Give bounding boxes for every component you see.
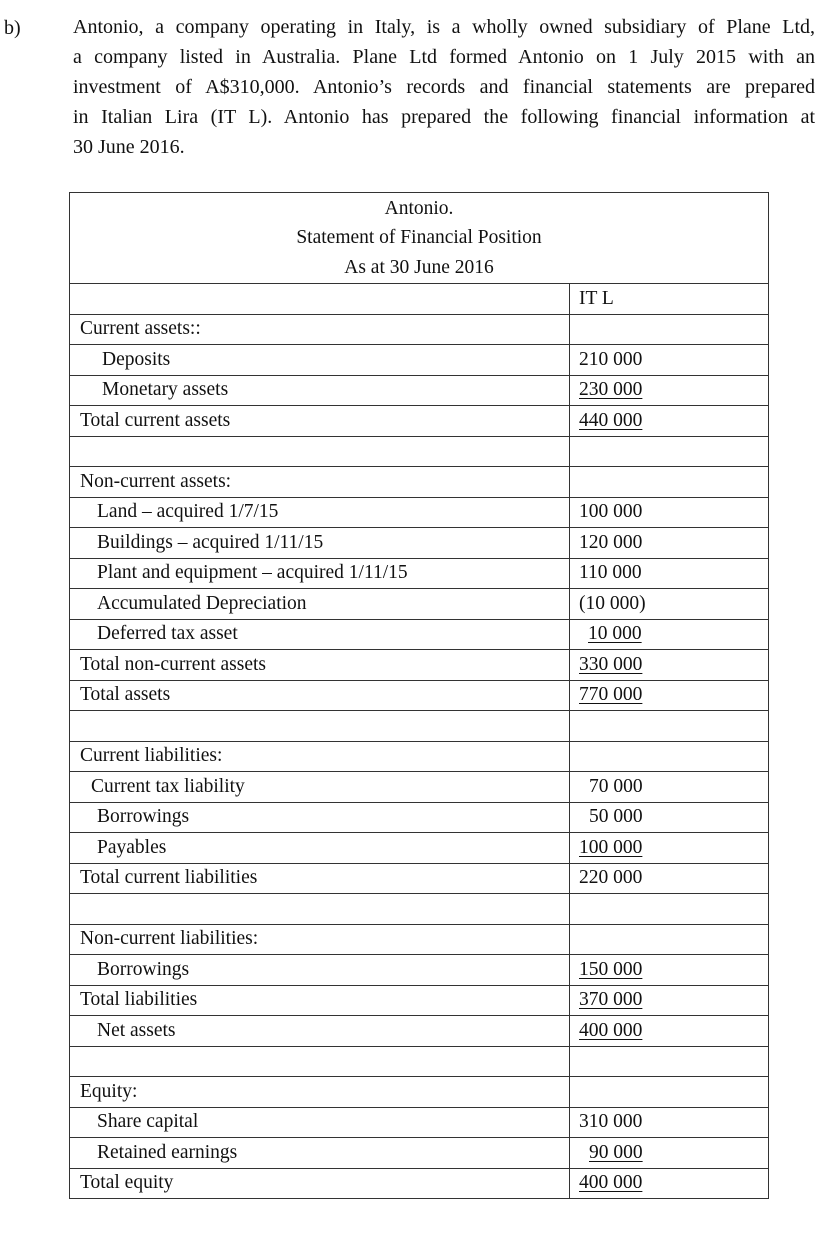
table-row (70, 406, 769, 437)
total-value: 400 000 (579, 1172, 643, 1194)
currency-header: IT L (570, 284, 769, 315)
line-item-value: (10 000) (570, 589, 769, 620)
total-value: 330 000 (579, 653, 643, 675)
total-label: Total assets (70, 680, 570, 711)
section-heading: Non-current liabilities: (70, 924, 570, 955)
line-item-label: Accumulated Depreciation (70, 589, 570, 620)
total-value: 370 000 (579, 989, 643, 1011)
table-row (70, 375, 769, 406)
total-value: 770 000 (579, 684, 643, 706)
table-row (70, 833, 769, 864)
table-row (70, 528, 769, 559)
line-item-value: 100 000 (579, 836, 643, 858)
line-item-label: Share capital (70, 1107, 570, 1138)
table-row (70, 1016, 769, 1047)
table-row (70, 436, 769, 467)
line-item-label: Current tax liability (70, 772, 570, 803)
line-item-value: 50 000 (589, 806, 643, 828)
total-value: 220 000 (570, 863, 769, 894)
line-item-label: Borrowings (70, 955, 570, 986)
line-item-label: Borrowings (70, 802, 570, 833)
table-row (70, 894, 769, 925)
section-heading: Current assets:: (70, 314, 570, 345)
statement-title: Statement of Financial Position (296, 227, 542, 249)
table-row (70, 1046, 769, 1077)
table-row (70, 284, 769, 315)
line-item-value: 230 000 (579, 379, 643, 401)
intro-line: Antonio, a company operating in Italy, is a wholly owned subsidiary of Plane Ltd, (73, 16, 815, 38)
table-row (70, 955, 769, 986)
table-row (70, 619, 769, 650)
intro-paragraph (73, 12, 815, 162)
line-item-label: Payables (70, 833, 570, 864)
table-row (70, 924, 769, 955)
line-item-value: 90 000 (589, 1141, 643, 1163)
section-heading: Equity: (70, 1077, 570, 1108)
table-row (70, 1168, 769, 1199)
total-value: 440 000 (579, 409, 643, 431)
table-row (70, 680, 769, 711)
table-row (70, 802, 769, 833)
line-item-label: Buildings – acquired 1/11/15 (70, 528, 570, 559)
table-row (70, 314, 769, 345)
line-item-value: 150 000 (579, 958, 643, 980)
statement-header (70, 193, 769, 284)
table-row (70, 589, 769, 620)
total-label: Total current assets (70, 406, 570, 437)
table-row (70, 1138, 769, 1169)
line-item-label: Retained earnings (70, 1138, 570, 1169)
intro-line: in Italian Lira (IT L). Antonio has prepared the following financial information at (73, 106, 815, 128)
section-heading: Non-current assets: (70, 467, 570, 498)
line-item-value: 110 000 (570, 558, 769, 589)
table-row (70, 985, 769, 1016)
line-item-label: Monetary assets (70, 375, 570, 406)
table-row (70, 345, 769, 376)
table-row (70, 467, 769, 498)
table-row (70, 558, 769, 589)
intro-line: a company listed in Australia. Plane Ltd formed Antonio on 1 July 2015 with an (73, 46, 815, 68)
table-row (70, 863, 769, 894)
total-label: Net assets (70, 1016, 570, 1047)
table-row (70, 772, 769, 803)
section-heading: Current liabilities: (70, 741, 570, 772)
line-item-value: 120 000 (570, 528, 769, 559)
total-label: Total non-current assets (70, 650, 570, 681)
line-item-value: 70 000 (589, 775, 643, 797)
entity-name: Antonio. (384, 197, 454, 219)
line-item-label: Land – acquired 1/7/15 (70, 497, 570, 528)
table-row (70, 497, 769, 528)
line-item-value: 310 000 (570, 1107, 769, 1138)
total-label: Total current liabilities (70, 863, 570, 894)
statement-date: As at 30 June 2016 (344, 256, 494, 278)
line-item-label: Deposits (70, 345, 570, 376)
statement-of-financial-position-table (69, 192, 769, 1199)
intro-line: 30 June 2016. (73, 136, 185, 158)
total-label: Total equity (70, 1168, 570, 1199)
total-value: 400 000 (579, 1019, 643, 1041)
line-item-value: 10 000 (588, 623, 642, 645)
table-row (70, 1077, 769, 1108)
question-label: b) (4, 17, 21, 39)
line-item-value: 100 000 (570, 497, 769, 528)
table-row (70, 1107, 769, 1138)
line-item-label: Deferred tax asset (70, 619, 570, 650)
total-label: Total liabilities (70, 985, 570, 1016)
line-item-value: 210 000 (570, 345, 769, 376)
table-row (70, 741, 769, 772)
line-item-label: Plant and equipment – acquired 1/11/15 (70, 558, 570, 589)
table-row (70, 650, 769, 681)
table-row (70, 711, 769, 742)
intro-line: investment of A$310,000. Antonio’s records and financial statements are prepared (73, 76, 815, 98)
